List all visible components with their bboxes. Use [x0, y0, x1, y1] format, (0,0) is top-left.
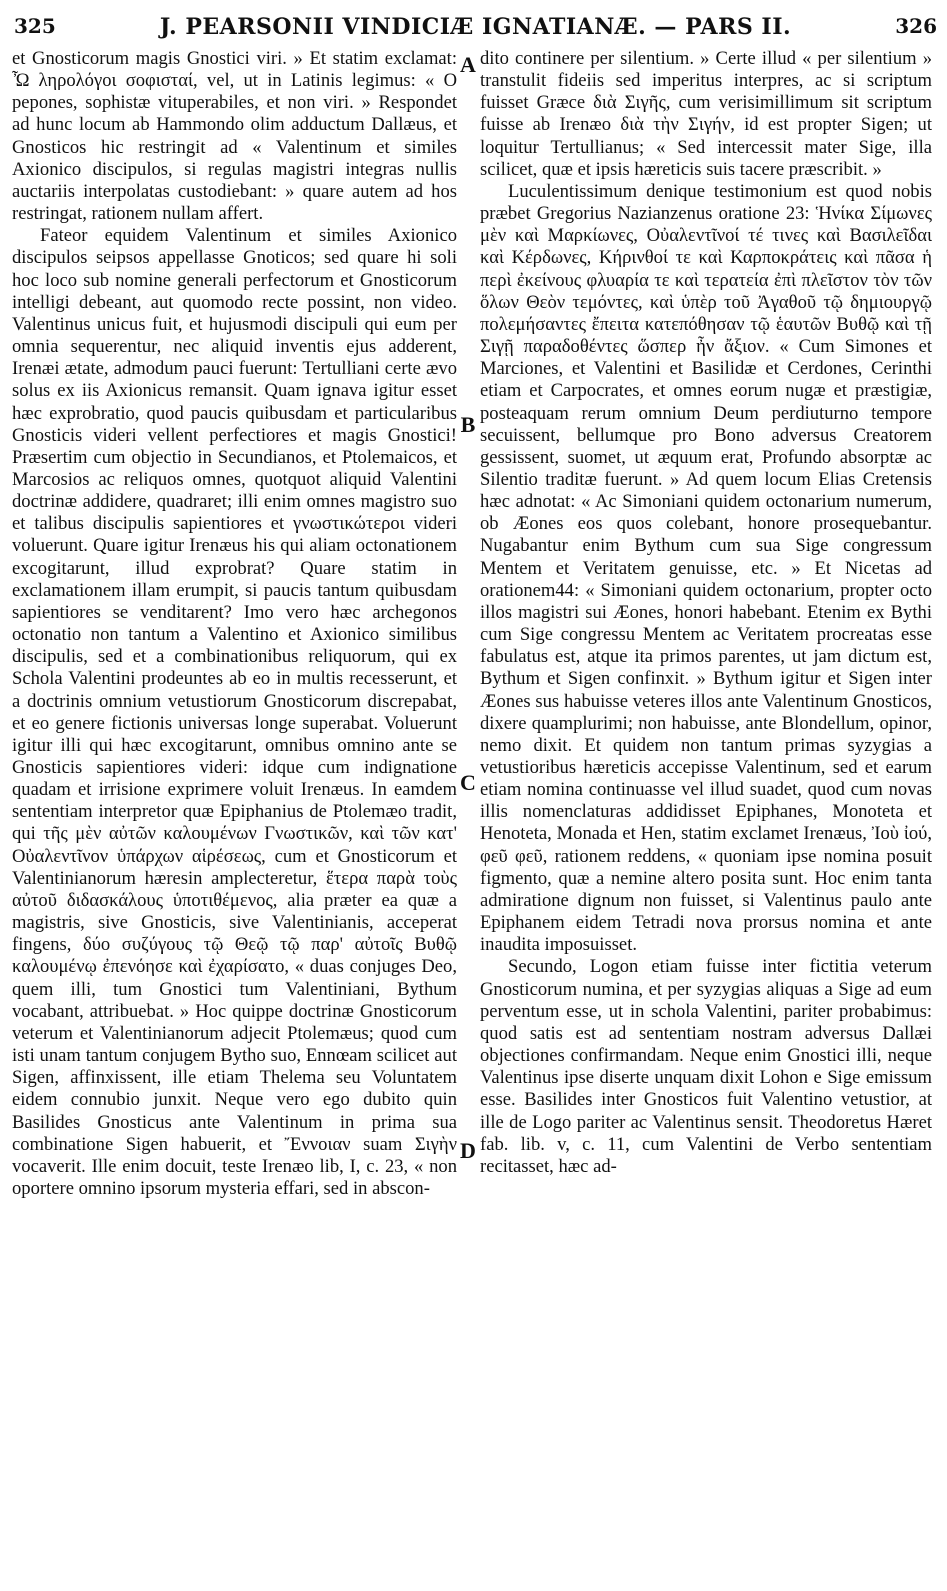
left-column: [12, 48, 457, 1200]
right-column: [480, 48, 932, 1178]
right-paragraph: Luculentissimum denique testimonium est quod nobis præbet Gregorius Nazianzenus oratione 23: Ἡνίκα Σίμωνες μὲν καὶ Μαρκίωνες, Οὐαλεντῖνοί τέ τινες καὶ Βασιλεῖδαι καὶ Κέρδωνες, Κήρινθοί τε καὶ Καρποκράτεις καὶ πᾶσα ἡ περὶ ἐκείνους φλυαρία τε καὶ τερατεία ἐπὶ πλεῖστον τὸν τῶν ὅλων Θεὸν τεμόντες, καὶ ὑπὲρ τοῦ Ἀγαθοῦ τῷ δημιουργῷ πολεμήσαντες ἔπειτα κατεπόθησαν τῷ ἑαυτῶν Βυθῷ καὶ τῇ Σιγῇ παραδοθέντες ὥσπερ ἦν ἄξιον. « Cum Simones et Marciones, et Valentini et Basilidæ et Cerdones, Cerinthi etiam et Carpocrates, et omnes eorum nugæ et præstigiæ, posteaquam rerum omnium Deum perdiuturno tempore secuissent, bellumque pro Bono adversus Creatorem gessissent, suomet, ut æquum erat, Profundo absorptæ ac Silentio traditæ fuerunt. » Ad quem locum Elias Cretensis hæc adnotat: « Ac Simoniani quidem octonarium numerum, ob Æones eos quos colebant, honore prosequebantur. Nugabantur enim Bythum cum sua Sige congressum Mentem et Veritatem genuisse, etc. » Et Nicetas ad orationem44: « Simoniani quidem octonarium, propter octo illos magistri sui Æones, honori habebant. Etenim ex Bythi cum Sige congressu Mentem ac Veritatem procreatas esse fabulatus est, atque ita primos parentes, ut jam dictum est, Bythum et Sigen confinxit. » Bythum igitur et Sigen inter Æones sus habuisse veteres illos ante Valentinum Gnosticos, dixere quamplurimi; non habuisse, ante Blondellum, opinor, nemo dixit. Et quidem non tantum primas syzygias a vetustioribus hæreticis accepisse Valentinum, sed et earum etiam nomina continuasse vel illud suadet, quod cum novas illis nomenclaturas addidisset Epiphanes, Monoteta et Henoteta, Monada et Hen, statim exclamet Irenæus, Ἰοὺ ἰού, φεῦ φεῦ, rationem reddens, « quoniam ipse nomina posuit figmento, quæ a nemine altero posita sunt. Hoc enim tanta admiratione dignum non fuisset, si Valentinus paulo ante Epiphanem eidem Tetradi nova prorsus nomina et ante inaudita imposuisset.: [480, 180, 932, 956]
margin-letter-b: B: [460, 412, 476, 437]
margin-letter-c: C: [460, 770, 476, 795]
right-paragraph: Secundo, Logon etiam fuisse inter fictitia veterum Gnosticorum numina, et per syzygias aliquas a Sige ad eum perventum esse, ut in schola Valentini, pariter probabimus: quod satis est ad sententiam nostram adversus Dallæi objectiones confirmandam. Neque enim Gnostici illi, neque Valentinus ipse diserte unquam dixit Lohon e Sige emissum esse. Basilides inter Gnosticos fuit Valentino vetustior, at ille de Logo pariter ac Valentinus sensit. Theodoretus Hæret fab. lib. v, c. 11, cum Valentini de Verbo sententiam recitasset, hæc ad-: [480, 956, 932, 1177]
running-header: [14, 4, 937, 44]
margin-letter-d: D: [460, 1138, 476, 1163]
margin-letter-a: A: [460, 52, 476, 77]
page-number-right: 326: [895, 14, 937, 38]
right-paragraph: dito continere per silentium. » Certe illud « per silentium » transtulit fideiis sed imperitus interpres, ac si scriptum fuisset Græce διὰ Σιγῆς, cum verisimillimum sit scriptum fuisse ab Irenæo διὰ τὴν Σιγήν, id est propter Sigen; ut loquitur Tertullianus; « Sed intercessit mater Sige, illa scilicet, quæ et ipsis hæreticis suis tacere præscribit. »: [480, 48, 932, 180]
left-paragraph: Fateor equidem Valentinum et similes Axionico discipulos seipsos appellasse Gnoticos; sed quare hi soli hoc loco sub nomine generali perfectorum et Gnosticorum intelligi debeant, aut quomodo recte possint, non video. Valentinus unicus fuit, et hujusmodi discipuli qui eum per omnia sequerentur, nec aliquid inventis ejus adderent, Irenæi ætate, admodum pauci fuerunt: Tertulliani certe ævo solus ex iis Axionicus remansit. Quam ignava igitur esset hæc exprobratio, quod paucis quibusdam et particularibus Gnosticis videri vellent perfectiores et magis Gnostici! Præsertim cum objectio in Secundianos, et Ptolemaicos, et Marcosios ac reliquos omnes, quotquot aliquid Valentini doctrinæ addidere, quadraret; illi enim omnes magistro suo et talibus discipulis sapientiores et γνωστικώτεροι videri voluerunt. Quare igitur Irenæus his qui aliam octonationem excogitarunt, illud exprobrat? Quare statim in exclamationem illam erumpit, si paucis tantum quibusdam sapientiores se venditarent? Imo vero hæc archegonos octonatio non tantum a Valentino et Axionico similibus discipulis, sed et a combinationibus reliquorum, qui ex Schola Valentini prodeuntes ab eo in multis recesserunt, et a doctrinis omnium vetustiorum Gnosticorum discrepabat, et eo genere fictionis universas longe superabat. Voluerunt igitur illi qui hæc excogitarunt, omnibus omnino ante se Gnosticis sapientiores videri: idque cum indignatione quadam et irrisione exprimere voluit Irenæus. In eamdem sententiam interpretor quæ Epiphanius de Ptolemæo tradit, qui τῆς μὲν αὐτῶν καλουμένων Γνωστικῶν, καὶ τῶν κατ' Οὐαλεντῖνον ὑπάρχων αἱρέσεως, cum et Gnosticorum et Valentinianorum hæresin amplecteretur, ἕτερα παρὰ τοὺς αὐτοῦ διδασκάλους ὑποτιθέμενος, alia præter ea quæ a magistris, sive Gnosticis, sive Valentinianis, acceperat fingens, δύο συζύγους τῷ Θεῷ τῷ παρ' αὐτοῖς Βυθῷ καλουμένῳ ἐπενόησε καὶ ἐχαρίσατο, « duas conjuges Deo, quem illi, tum Gnostici tum Valentiniani, Bythum vocabant, attribuebat. » Hoc quippe doctrinæ Gnosticorum veterum et Valentinianorum adjecit Ptolemæus; quod cum isti unam tantum conjugem Bytho suo, Ennœam scilicet aut Sigen, affinxissent, ille etiam Thelema seu Voluntatem eidem connubio junxit. Neque vero ego dubito quin Basilides Gnosticus ante Valentinum in prima sua combinatione Sigen habuerit, et Ἔννοιαν suam Σιγὴν vocaverit. Ille enim docuit, teste Irenæo lib, I, c. 23, « non oportere omnino ipsorum mysteria effari, sed in abscon-: [12, 225, 457, 1199]
running-title: J. PEARSONII VINDICIÆ IGNATIANÆ. — PARS II.: [159, 14, 792, 40]
left-paragraph: et Gnosticorum magis Gnostici viri. » Et statim exclamat: Ὦ ληρολόγοι σοφισταί, vel, ut in Latinis legimus: « O pepones, sophistæ vituperabiles, et non viri. » Respondet ad hunc locum ab Hammondo olim adductum Dallæus, et Gnosticos hic restringit ad « Valentinum et similes Axionico discipulos, si regulas magistri integras nullis auctariis interpolatas custodiebant: » quare autem ad hos restringat, rationem nullam affert.: [12, 48, 457, 225]
page-number-left: 325: [14, 14, 56, 38]
